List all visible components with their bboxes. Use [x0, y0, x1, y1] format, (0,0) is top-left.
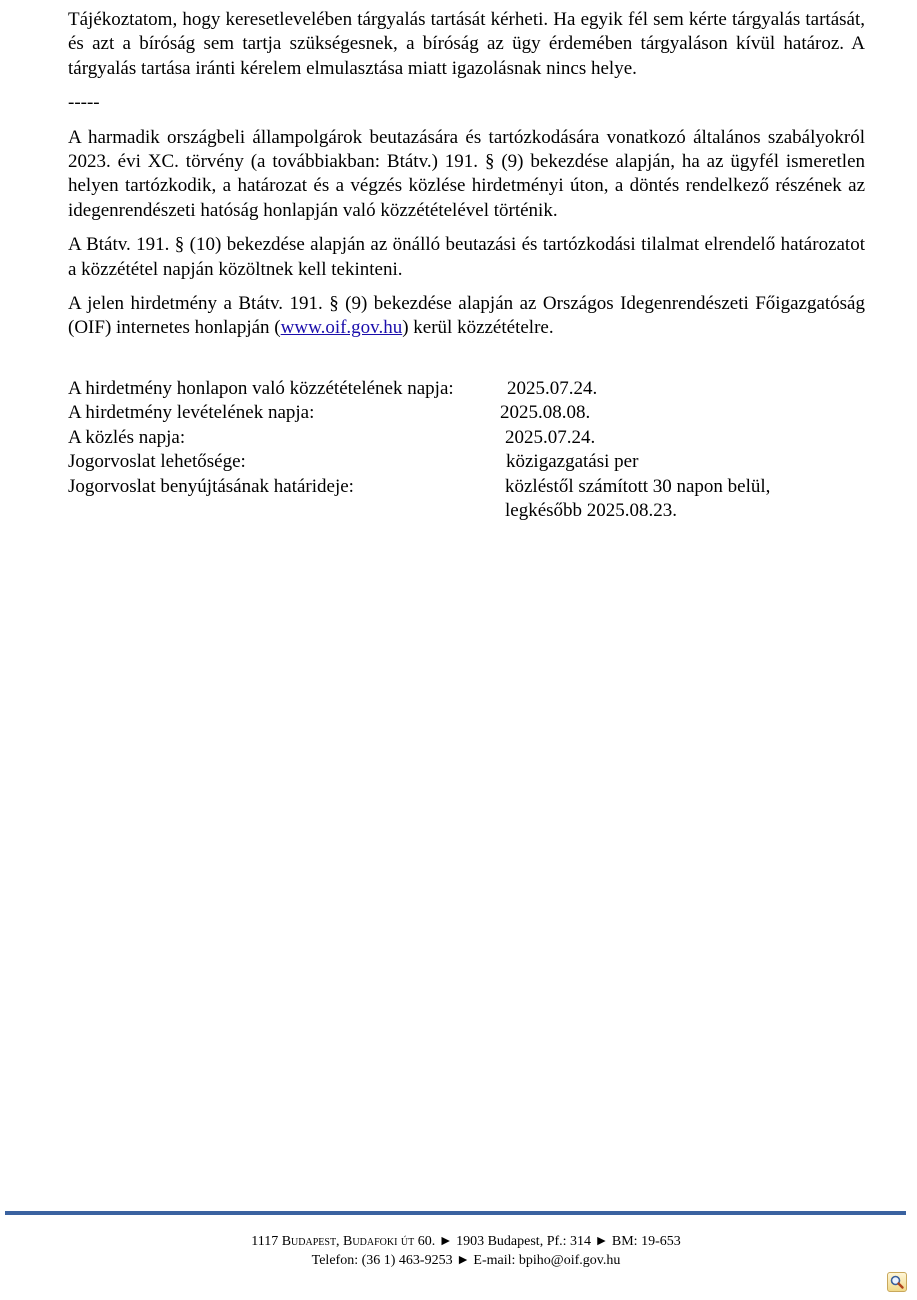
detail-value: közigazgatási per — [506, 451, 639, 473]
detail-row-publication-date — [68, 377, 865, 401]
detail-label: Jogorvoslat benyújtásának határideje: — [68, 475, 354, 497]
notice-details — [68, 377, 865, 523]
footer-rule — [5, 1211, 906, 1215]
paragraph-text-before-link: A jelen hirdetmény a Btátv. 191. § (9) bekezdése alapján az Országos Idegenrendészeti Főigazgatóság (OIF) internetes honlapján ( — [68, 293, 865, 339]
paragraph-text-after-link: ) kerül közzétételre. — [402, 317, 554, 339]
detail-label: A közlés napja: — [68, 426, 186, 448]
detail-row-remedy — [68, 450, 865, 474]
detail-label — [68, 499, 505, 523]
footer-address-rest: 60. ► 1903 Budapest, Pf.: 314 ► BM: 19-653 — [417, 1234, 681, 1249]
detail-value: 2025.07.24. — [505, 426, 596, 448]
detail-label: A hirdetmény honlapon való közzétételének napja: — [68, 377, 454, 399]
detail-row-removal-date — [68, 401, 865, 425]
detail-label: Jogorvoslat lehetősége: — [68, 451, 246, 473]
paragraph-hearing-info: Tájékoztatom, hogy keresetlevelében tárgyalás tartását kérheti. Ha egyik fél sem kérte tárgyalás tartását, és azt a bíróság sem tartja szükségesnek, a bíróság az ügy érdemében tárgyaláson kívül határoz. A tárgyalás tartása iránti kérelem elmulasztása miatt igazolásnak nincs helye. — [68, 9, 865, 79]
page-footer — [0, 1232, 917, 1270]
detail-value: közléstől számított 30 napon belül, — [505, 475, 771, 497]
paragraph-publication-place — [68, 292, 865, 341]
detail-row-remedy-deadline — [68, 475, 865, 499]
oif-website-link[interactable]: www.oif.gov.hu — [280, 317, 403, 339]
paragraph-publication-effect: A Btátv. 191. § (10) bekezdése alapján az önálló beutazási és tartózkodási tilalmat elrendelő határozatot a közzététel napján közöltnek kell tekinteni. — [68, 234, 865, 280]
detail-value: 2025.07.24. — [507, 377, 598, 399]
magnifier-icon[interactable] — [887, 1272, 907, 1292]
paragraph-legal-basis: A harmadik országbeli állampolgárok beutazására és tartózkodására vonatkozó általános szabályokról 2023. évi XC. törvény (a továbbiakban: Btátv.) 191. § (9) bekezdése alapján, ha az ügyfél ismeretlen helyen tartózkodik, a határozat és a végzés közlése hirdetményi úton, a döntés rendelkező részének az idegenrendészeti hatóság honlapján való közzétételével történik. — [68, 126, 865, 221]
footer-zip: 1117 — [251, 1234, 279, 1249]
footer-address-line — [0, 1232, 917, 1251]
separator: ----- — [68, 92, 100, 114]
footer-contact-line: Telefon: (36 1) 463-9253 ► E-mail: bpiho@oif.gov.hu — [311, 1253, 621, 1268]
detail-row-delivery-date — [68, 426, 865, 450]
detail-value: 2025.08.08. — [500, 402, 591, 424]
detail-value: legkésőbb 2025.08.23. — [505, 499, 678, 521]
footer-city-street: Budapest, Budafoki út — [281, 1234, 415, 1249]
detail-row-remedy-deadline-cont — [68, 499, 865, 523]
detail-label: A hirdetmény levételének napja: — [68, 402, 315, 424]
document-body — [68, 8, 865, 523]
